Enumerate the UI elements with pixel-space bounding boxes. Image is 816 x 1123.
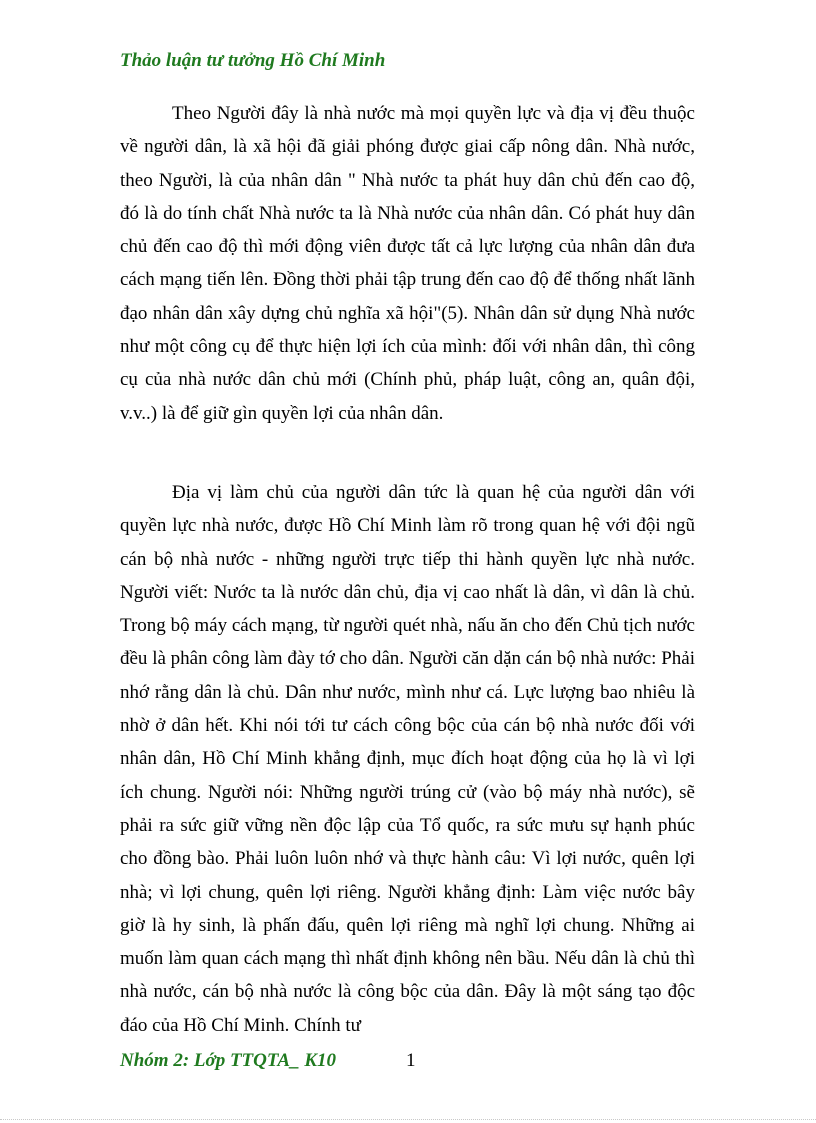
page-number: 1: [406, 1050, 416, 1071]
page-footer: [120, 1050, 440, 1078]
body-paragraph-1: Theo Người đây là nhà nước mà mọi quyền lực và địa vị đều thuộc về người dân, là xã hội đã giải phóng được giai cấp nông dân. Nhà nước, theo Người, là của nhân dân " Nhà nước ta phát huy dân chủ đến cao độ, đó là do tính chất Nhà nước ta là Nhà nước của nhân dân. Có phát huy dân chủ đến cao độ thì mới động viên được tất cả lực lượng của nhân dân đưa cách mạng tiến lên. Đồng thời phải tập trung đến cao độ để thống nhất lãnh đạo nhân dân xây dựng chủ nghĩa xã hội"(5). Nhân dân sử dụng Nhà nước như một công cụ để thực hiện lợi ích của mình: đối với nhân dân, thì công cụ của nhà nước dân chủ mới (Chính phủ, pháp luật, công an, quân đội, v.v..) là để giữ gìn quyền lợi của nhân dân.: [120, 103, 695, 424]
page-bottom-divider: [0, 1119, 816, 1120]
body-paragraph-2: Địa vị làm chủ của người dân tức là quan hệ của người dân với quyền lực nhà nước, được Hồ Chí Minh làm rõ trong quan hệ với đội ngũ cán bộ nhà nước - những người trực tiếp thi hành quyền lực nhà nước. Người viết: Nước ta là nước dân chủ, địa vị cao nhất là dân, vì dân là chủ. Trong bộ máy cách mạng, từ người quét nhà, nấu ăn cho đến Chủ tịch nước đều là phân công làm đày tớ cho dân. Người căn dặn cán bộ nhà nước: Phải nhớ rằng dân là chủ. Dân như nước, mình như cá. Lực lượng bao nhiêu là nhờ ở dân hết. Khi nói tới tư cách công bộc của cán bộ nhà nước đối với nhân dân, Hồ Chí Minh khẳng định, mục đích hoạt động của họ là vì lợi ích chung. Người nói: Những người trúng cử (vào bộ máy nhà nước), sẽ phải ra sức giữ vững nền độc lập của Tổ quốc, ra sức mưu sự hạnh phúc cho đồng bào. Phải luôn luôn nhớ và thực hành câu: Vì lợi nước, quên lợi nhà; vì lợi chung, quên lợi riêng. Người khẳng định: Làm việc nước bây giờ là hy sinh, là phấn đấu, quên lợi riêng mà nghĩ lợi chung. Những ai muốn làm quan cách mạng thì nhất định không nên bầu. Nếu dân là chủ thì nhà nước, cán bộ nhà nước là công bộc của dân. Đây là một sáng tạo độc đáo của Hồ Chí Minh. Chính tư: [120, 482, 695, 1036]
page-header-title: Thảo luận tư tưởng Hồ Chí Minh: [120, 50, 386, 71]
footer-group-label: Nhóm 2: Lớp TTQTA_ K10: [120, 1050, 337, 1071]
